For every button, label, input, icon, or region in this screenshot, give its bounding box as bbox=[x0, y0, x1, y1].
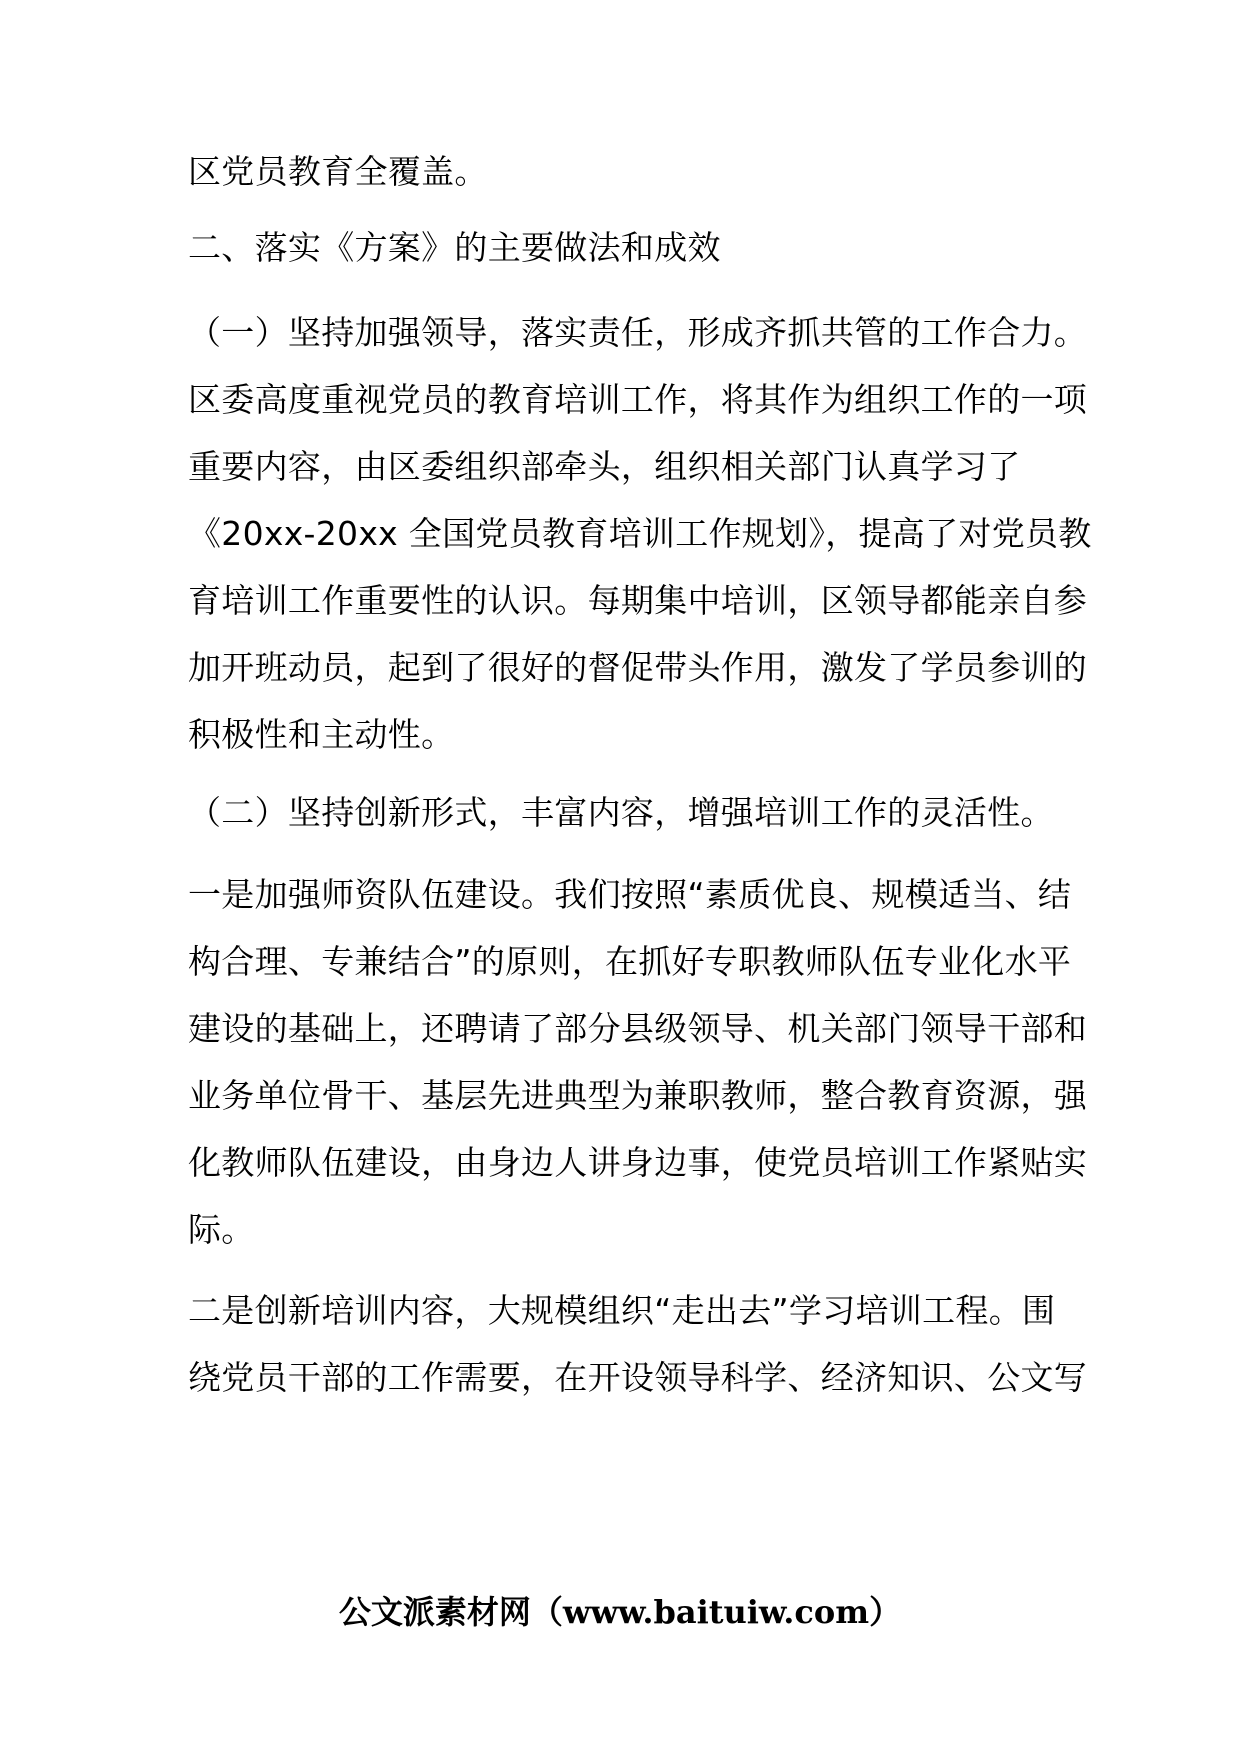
body-text-line: 建设的基础上，还聘请了部分县级领导、机关部门领导干部和 bbox=[188, 1009, 1088, 1048]
body-text-line: 际。 bbox=[188, 1210, 255, 1249]
section-heading: 二、落实《方案》的主要做法和成效 bbox=[188, 228, 721, 267]
body-text-line: 构合理、专兼结合”的原则，在抓好专职教师队伍专业化水平 bbox=[188, 942, 1072, 981]
body-text-line: 区委高度重视党员的教育培训工作，将其作为组织工作的一项 bbox=[188, 380, 1088, 419]
body-text-line: 加开班动员，起到了很好的督促带头作用，激发了学员参训的 bbox=[188, 648, 1088, 687]
subsection-heading: （二）坚持创新形式，丰富内容，增强培训工作的灵活性。 bbox=[188, 793, 1054, 832]
body-text-line: 一是加强师资队伍建设。我们按照“素质优良、规模适当、结 bbox=[188, 875, 1072, 914]
body-text-line: 化教师队伍建设，由身边人讲身边事，使党员培训工作紧贴实 bbox=[188, 1143, 1088, 1182]
body-text-line: 绕党员干部的工作需要，在开设领导科学、经济知识、公文写 bbox=[188, 1358, 1088, 1397]
footer-watermark: 公文派素材网（www.baituiw.com） bbox=[338, 1593, 902, 1631]
body-text-line: 二是创新培训内容，大规模组织“走出去”学习培训工程。围 bbox=[188, 1291, 1056, 1330]
body-text-line: 重要内容，由区委组织部牵头，组织相关部门认真学习了 bbox=[188, 447, 1021, 486]
body-text-line: 《20xx-20xx 全国党员教育培训工作规划》，提高了对党员教 bbox=[188, 514, 1092, 553]
body-text-line: 业务单位骨干、基层先进典型为兼职教师，整合教育资源，强 bbox=[188, 1076, 1088, 1115]
subsection-heading: （一）坚持加强领导，落实责任，形成齐抓共管的工作合力。 bbox=[188, 313, 1088, 352]
body-text-line: 育培训工作重要性的认识。每期集中培训，区领导都能亲自参 bbox=[188, 581, 1088, 620]
body-text-line: 积极性和主动性。 bbox=[188, 715, 455, 754]
body-text-line: 区党员教育全覆盖。 bbox=[188, 152, 488, 191]
